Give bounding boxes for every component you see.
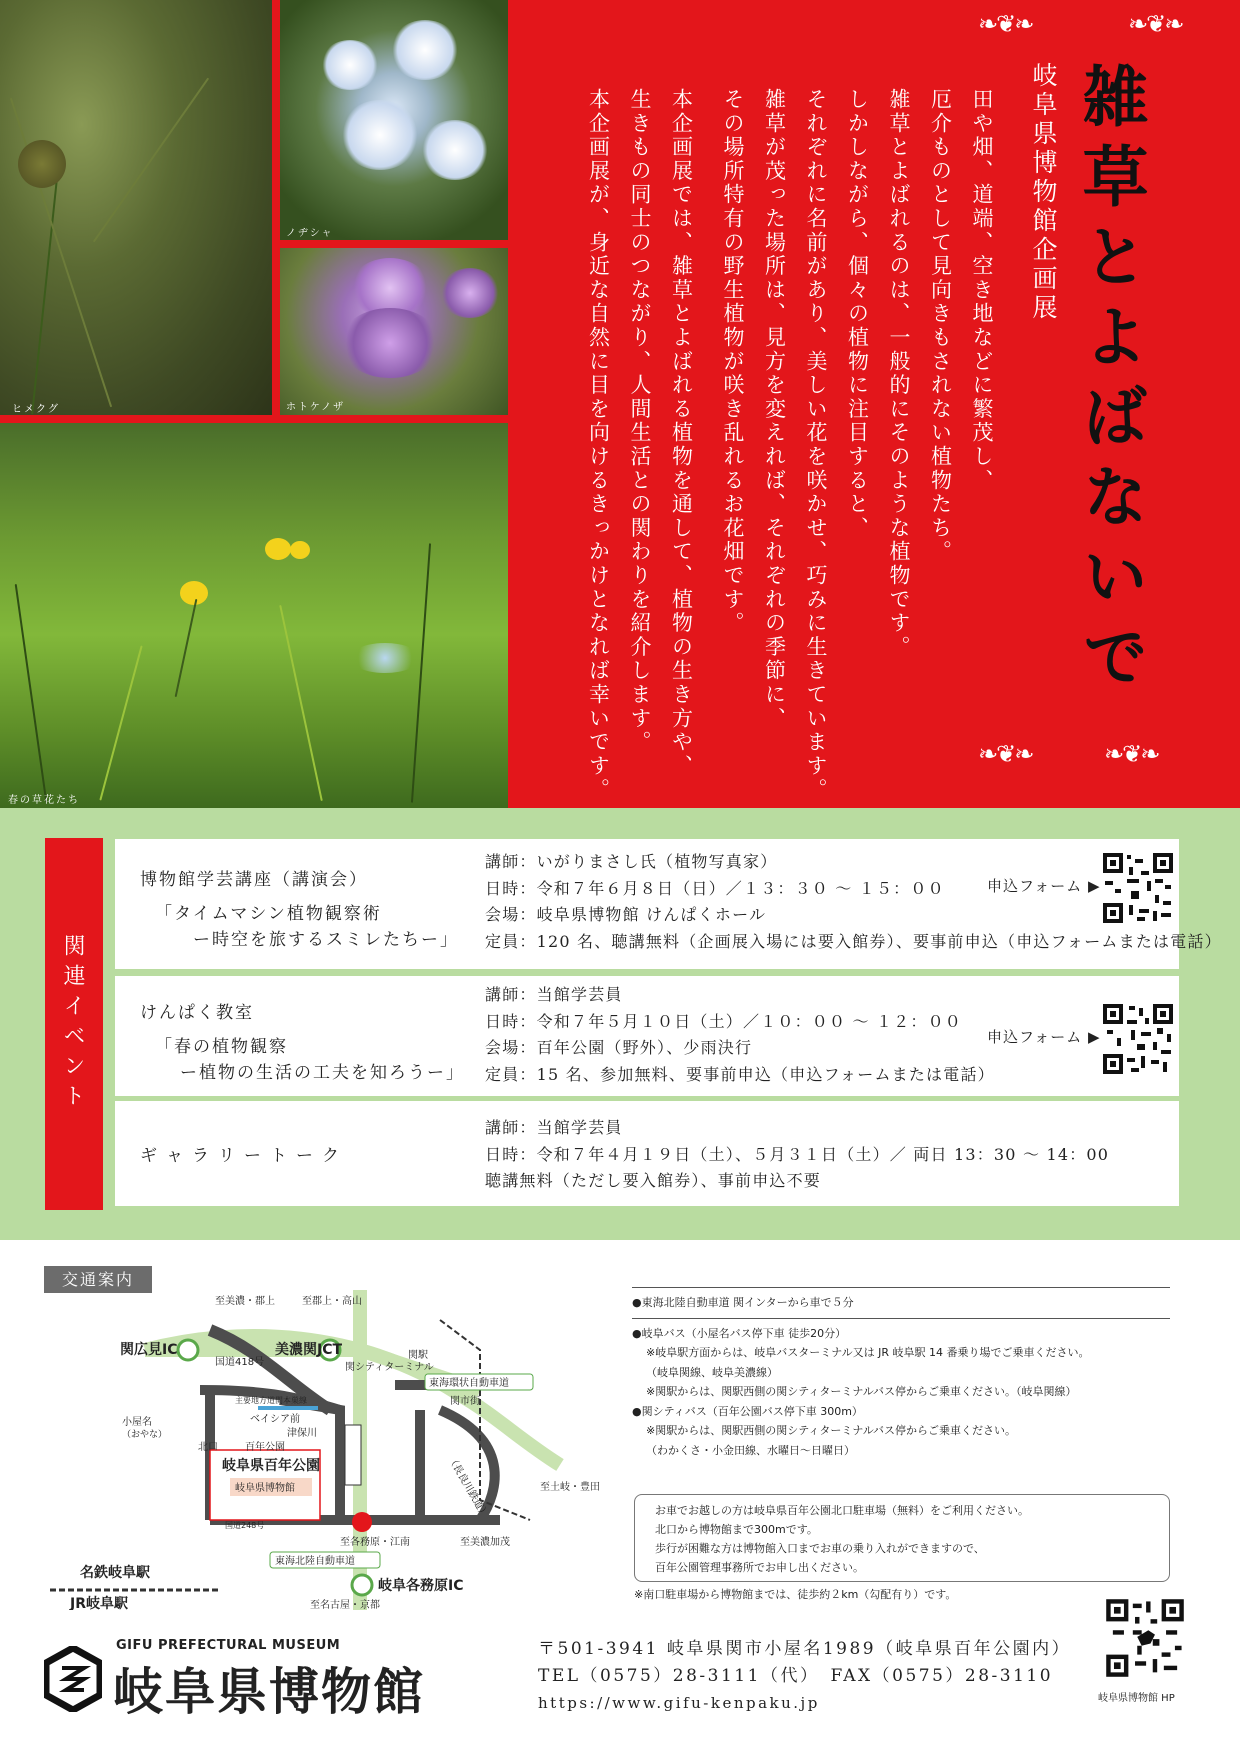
exhibition-title: 雑草とよばないで <box>1071 62 1148 702</box>
caption-hotokenoza: ホトケノザ <box>286 402 346 413</box>
map-label: 岐阜各務原IC <box>378 1578 464 1594</box>
map-label: 東海北陸自動車道 <box>275 1556 355 1567</box>
map-label: 美濃関JCT <box>275 1342 343 1358</box>
apply-form-link[interactable]: 申込フォーム ▶ <box>987 877 1101 895</box>
hp-qr-code-icon[interactable] <box>1104 1597 1186 1679</box>
event-capacity: 定員：120 名、聴講無料（企画展入場には要入館券）、要事前申込（申込フォームまたは電話） <box>485 931 1222 951</box>
map-label: 至美濃・郡上 <box>215 1296 275 1307</box>
ornament-top-right: ❧❦❧ <box>1128 10 1183 38</box>
map-label: 関広見IC <box>120 1342 178 1358</box>
ornament-bottom-right: ❧❦❧ <box>1104 740 1159 768</box>
direction-line: （岐阜関線、岐阜美濃線） <box>646 1365 778 1379</box>
event-name: ギャラリートーク <box>140 1146 348 1166</box>
parking-box <box>634 1494 1170 1582</box>
intro-line: それぞれに名前があり、美しい花を咲かせ、巧みに生きています。 <box>804 88 828 802</box>
ornament-top-left: ❧❦❧ <box>978 10 1033 38</box>
qr-code-icon[interactable] <box>1101 1002 1175 1076</box>
caption-himekugu: ヒメクグ <box>12 404 60 415</box>
event-venue: 会場：百年公園（野外）、少雨決行 <box>485 1038 753 1057</box>
intro-line: 田や畑、道端、空き地などに繁茂し、 <box>970 88 994 493</box>
logo-japanese: 岐阜県博物館 <box>113 1663 425 1721</box>
event-capacity: 定員：15 名、参加無料、要事前申込（申込フォームまたは電話） <box>485 1064 995 1084</box>
event-venue: 会場：岐阜県博物館 けんぱくホール <box>485 905 767 924</box>
qr-code-icon[interactable] <box>1101 851 1175 925</box>
intro-text <box>577 88 1002 802</box>
map-label: 百年公園 <box>245 1442 285 1453</box>
parking-line: 北口から博物館まで300mです。 <box>655 1523 818 1536</box>
map-label: 小屋名 <box>122 1417 152 1428</box>
event-lecturer: 講師：当館学芸員 <box>485 985 623 1004</box>
photo-himekugu <box>0 0 272 415</box>
event-lecturer: 講師：当館学芸員 <box>485 1118 623 1137</box>
contact-info <box>538 1636 1071 1717</box>
map-label: 至土岐・豊田 <box>540 1482 600 1493</box>
intro-line: 本企画展では、雑草とよばれる植物を通して、植物の生き方や、 <box>669 88 694 779</box>
event-datetime: 日時：令和７年５月１０日（土）／１０：００ 〜 １２：００ <box>485 1011 962 1031</box>
photo-haru <box>0 423 508 808</box>
map-label: 至郡上・高山 <box>302 1296 362 1307</box>
intro-line: 厄介ものとして見向きもされない植物たち。 <box>928 88 953 564</box>
direction-line: ●関シティバス（百年公園バス停下車 300m） <box>632 1404 863 1418</box>
direction-line: ※関駅からは、関駅西側の関シティターミナルバス停からご乗車ください。 <box>646 1424 1017 1437</box>
events-section <box>0 808 1240 1240</box>
exhibition-subtitle: 岐阜県博物館企画展 <box>1029 62 1058 323</box>
map-label: 至名古屋・京都 <box>310 1600 380 1610</box>
parking-note: ※南口駐車場から博物館までは、徒歩約２km（勾配有り）です。 <box>634 1588 957 1601</box>
map-label: （長良川鉄道） <box>445 1454 490 1521</box>
intro-gap <box>702 88 712 768</box>
event-datetime: 日時：令和７年４月１９日（土）、５月３１日（土）／ 両日 13：30 〜 14：00 <box>485 1144 1110 1164</box>
map-label: 津保川 <box>287 1428 317 1439</box>
event-info <box>485 1115 1109 1195</box>
event-name: けんぱく教室 <box>140 1003 254 1023</box>
direction-line: ※岐阜駅方面からは、岐阜バスターミナル又は JR 岐阜駅 14 番乗り場でご乗車ください。 <box>646 1346 1090 1359</box>
parking-line: 百年公園管理事務所でお申し出ください。 <box>655 1561 864 1574</box>
hero-section <box>0 0 1240 808</box>
map-label: JR岐阜駅 <box>70 1596 128 1610</box>
map-label: 東海環状自動車道 <box>429 1378 509 1389</box>
map-label: 岐阜県博物館 <box>235 1483 295 1494</box>
map-label: 至美濃加茂 <box>460 1537 510 1548</box>
event-name: 博物館学芸講座（講演会） <box>140 870 368 890</box>
map-label: 名鉄岐阜駅 <box>80 1565 150 1581</box>
direction-line: ●岐阜バス（小屋名バス停下車 徒歩20分） <box>632 1326 847 1340</box>
logo-english: GIFU PREFECTURAL MUSEUM <box>116 1638 341 1653</box>
hp-label: 岐阜県博物館 HP <box>1098 1693 1175 1704</box>
museum-logo-icon <box>44 1646 102 1712</box>
ornament-bottom-left: ❧❦❧ <box>978 740 1033 768</box>
event-classroom <box>115 976 1179 1096</box>
map-label: ベイシア前 <box>250 1414 300 1425</box>
map-label: 至各務原・江南 <box>340 1537 410 1548</box>
direction-line: （わかくさ・小金田線、水曜日〜日曜日） <box>646 1443 855 1457</box>
map-label: 国道248号 <box>225 1521 265 1530</box>
intro-line: 雑草とよばれるのは、一般的にそのような植物です。 <box>887 88 911 660</box>
intro-line: 雑草が茂った場所は、見方を変えれば、それぞれの季節に、 <box>762 88 787 731</box>
caption-nojisha: ノヂシャ <box>286 228 334 239</box>
event-fee: 聴講無料（ただし要入館券）、事前申込不要 <box>485 1171 822 1190</box>
map-label: （おやな） <box>122 1430 168 1440</box>
parking-line: 歩行が困難な方は博物館入口までお車の乗り入れができますので、 <box>655 1542 985 1555</box>
map-label: 関駅 <box>408 1350 428 1361</box>
caption-haru: 春の草花たち <box>8 795 80 806</box>
direction-line: ※関駅からは、関駅西側の関シティターミナルバス停からご乗車ください。（岐阜関線） <box>646 1385 1077 1398</box>
access-label: 交通案内 <box>44 1266 152 1293</box>
event-sub2: ー時空を旅するスミレたちー」 <box>193 930 459 950</box>
events-tab-label: 関連イベント <box>60 934 85 1114</box>
intro-line: 本企画展が、身近な自然に目を向けるきっかけとなれば幸いです。 <box>586 88 611 802</box>
events-tab <box>45 838 103 1210</box>
directions <box>632 1282 1170 1460</box>
map-label: 主要地方道関本巣線 <box>235 1396 307 1405</box>
address: 〒501-3941 岐阜県関市小屋名1989（岐阜県百年公園内） <box>538 1639 1072 1659</box>
intro-line: 生きもの同士のつながり、人間生活との関わりを紹介します。 <box>628 88 652 755</box>
map-label: 北口 <box>198 1442 218 1453</box>
map-label: 関市街 <box>450 1396 480 1407</box>
event-datetime: 日時：令和７年６月８日（日）／１３：３０ 〜 １５：００ <box>485 878 945 898</box>
access-map <box>40 1290 600 1610</box>
tel-fax: TEL（0575）28-3111（代） FAX（0575）28-3110 <box>538 1666 1054 1686</box>
apply-form-link[interactable]: 申込フォーム ▶ <box>987 1028 1101 1046</box>
event-info <box>485 982 995 1088</box>
event-sub1: 「タイムマシン植物観察術 <box>155 904 382 924</box>
intro-line: その場所特有の野生植物が咲き乱れるお花畑です。 <box>721 88 745 636</box>
parking-line: お車でお越しの方は岐阜県百年公園北口駐車場（無料）をご利用ください。 <box>655 1504 1029 1517</box>
intro-line: しかしながら、個々の植物に注目すると、 <box>845 88 870 541</box>
direction-line: ●東海北陸自動車道 関インターから車で５分 <box>632 1296 854 1309</box>
website-link[interactable]: https://www.gifu-kenpaku.jp <box>538 1694 820 1712</box>
event-lecture <box>115 839 1222 969</box>
photo-hotokenoza <box>280 248 508 415</box>
event-lecturer: 講師：いがりまさし氏（植物写真家） <box>485 852 778 871</box>
map-label: 関シティターミナル <box>345 1362 434 1373</box>
map-label: 国道418号 <box>215 1357 265 1368</box>
event-gallery-talk <box>115 1101 1179 1206</box>
event-sub2: ー植物の生活の工夫を知ろうー」 <box>180 1063 465 1083</box>
map-label: 岐阜県百年公園 <box>222 1458 320 1474</box>
photo-nojisha <box>280 0 508 240</box>
event-sub1: 「春の植物観察 <box>155 1037 288 1057</box>
